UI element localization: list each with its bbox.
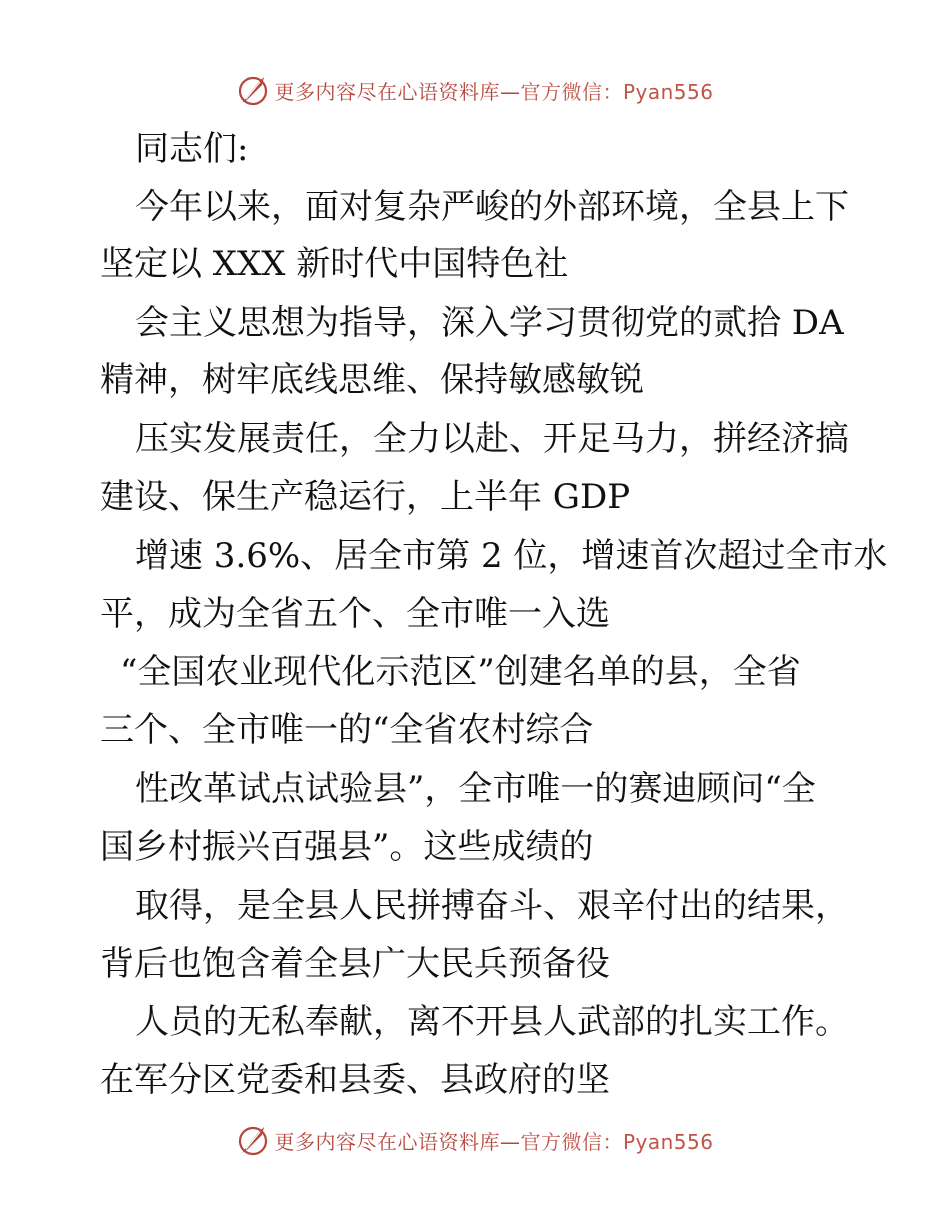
- text-line: 性改革试点试验县”，全市唯一的赛迪顾问“全: [135, 769, 816, 809]
- text-line: 人员的无私奉献，离不开县人武部的扎实工作。: [135, 1002, 849, 1042]
- salutation: 同志们:: [135, 129, 249, 169]
- banner-text: [274, 76, 713, 105]
- banner-slogan: 更多内容尽在心语资料库—: [274, 79, 521, 104]
- text-line: 建设、保生产稳运行，上半年 GDP: [100, 477, 631, 517]
- banner-wechat: 官方微信：Pyan556: [520, 1129, 714, 1154]
- text-line: 国乡村振兴百强县”。这些成绩的: [100, 827, 594, 867]
- text-line: 三个、全市唯一的“全省农村综合: [100, 710, 594, 750]
- banner-text: [274, 1126, 713, 1155]
- footer-banner: [0, 1120, 950, 1160]
- quill-logo-icon: [236, 73, 270, 107]
- text-line: 精神，树牢底线思维、保持敏感敏锐: [100, 360, 644, 400]
- text-line: 背后也饱含着全县广大民兵预备役: [100, 944, 610, 984]
- quill-logo-icon: [236, 1123, 270, 1157]
- text-line: 今年以来，面对复杂严峻的外部环境，全县上下: [135, 187, 849, 227]
- text-line: 坚定以 XXX 新时代中国特色社: [100, 244, 569, 284]
- text-line: 会主义思想为指导，深入学习贯彻党的贰拾 DA: [135, 303, 844, 343]
- text-line: 平，成为全省五个、全市唯一入选: [100, 594, 610, 634]
- header-banner: [0, 70, 950, 110]
- banner-wechat: 官方微信：Pyan556: [520, 79, 714, 104]
- text-line: 在军分区党委和县委、县政府的坚: [100, 1060, 610, 1100]
- text-line: 压实发展责任，全力以赴、开足马力，拼经济搞: [135, 419, 849, 459]
- text-line: 取得，是全县人民拼搏奋斗、艰辛付出的结果，: [135, 886, 849, 926]
- banner-slogan: 更多内容尽在心语资料库—: [274, 1129, 521, 1154]
- text-line: 增速 3.6%、居全市第 2 位，增速首次超过全市水: [135, 536, 888, 576]
- text-line: “全国农业现代化示范区”创建名单的县，全省: [120, 652, 801, 692]
